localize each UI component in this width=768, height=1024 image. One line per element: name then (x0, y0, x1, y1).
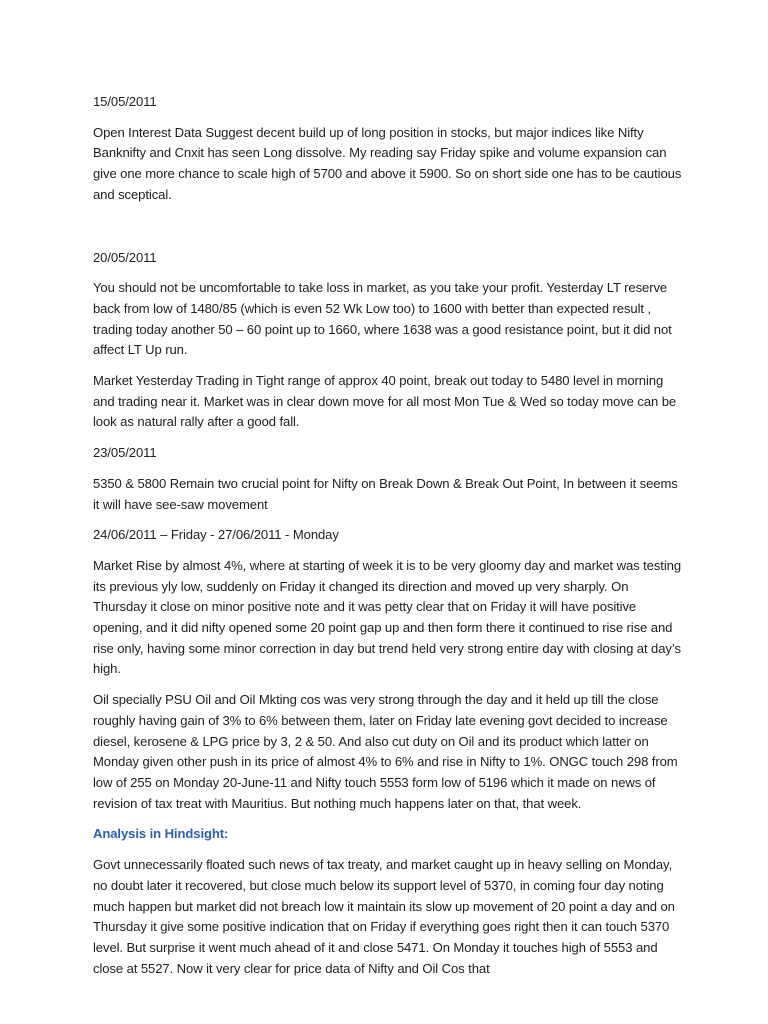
entry-date: 24/06/2011 – Friday - 27/06/2011 - Monday (93, 527, 339, 543)
paragraph: You should not be uncomfortable to take loss in market, as you take your profit. Yesterday LT reserve back from low of 1480/85 (which is even 52 Wk Low too) to 1600 with better than expected result , trading today another 50 – 60 point up to 1660, where 1638 was a good resistance point, but it did not affect LT Up run. (93, 280, 672, 358)
entry-date: 20/05/2011 (93, 249, 157, 265)
entry-date: 15/05/2011 (93, 94, 157, 109)
paragraph: Market Yesterday Trading in Tight range of approx 40 point, break out today to 5480 level in morning and trading near it. Market was in clear down move for all most Mon Tue & Wed so today move can be look as natural rally after a good fall. (93, 373, 677, 430)
paragraph: Open Interest Data Suggest decent build up of long position in stocks, but major indices like Nifty Banknifty and Cnxit has seen Long dissolve. My reading say Friday spike and volume expansion can give one more chance to scale high of 5700 and above it 5900. So on short side one has to be cautious and sceptical. (93, 124, 682, 202)
document-body (93, 92, 683, 989)
paragraph: 5350 & 5800 Remain two crucial point for Nifty on Break Down & Break Out Point, In between it seems it will have see-saw movement (93, 475, 678, 512)
spacer (93, 216, 683, 248)
paragraph: Govt unnecessarily floated such news of tax treaty, and market caught up in heavy selling on Monday, no doubt later it recovered, but close much below its support level of 5370, in coming four day noting much happen but market did not breach low it maintain its slow up movement of 20 point a day and on Thursday it give some positive indication that on Friday if everything goes right then it can touch 5370 level. But surprise it went much ahead of it and close 5471. On Monday it touches high of 5553 and close at 5527. Now it very clear for price data of Nifty and Oil Cos that (93, 857, 675, 976)
paragraph: Oil specially PSU Oil and Oil Mkting cos was very strong through the day and it held up till the close roughly having gain of 3% to 6% between them, later on Friday late evening govt decided to increase diesel, kerosene & LPG price by 3, 2 & 50. And also cut duty on Oil and its product which latter on Monday given other push in its price of almost 4% to 6% and rise in Nifty to 1%. ONGC touch 298 from low of 255 on Monday 20-June-11 and Nifty touch 5553 form low of 5196 which it made on news of revision of tax treat with Mauritius. But nothing much happens later on that, that week. (93, 692, 678, 811)
entry-date: 23/05/2011 (93, 445, 157, 461)
paragraph: Market Rise by almost 4%, where at starting of week it is to be very gloomy day and market was testing its previous yly low, suddenly on Friday it changed its direction and moved up very sharply. On Thursday it close on minor positive note and it was petty clear that on Friday it will have positive opening, and it did nifty opened some 20 point gap up and then form there it continued to rise rise and rise only, having some minor correction in day but trend held very strong entire day with closing at day’s high. (93, 557, 682, 677)
section-heading: Analysis in Hindsight: (93, 826, 229, 842)
